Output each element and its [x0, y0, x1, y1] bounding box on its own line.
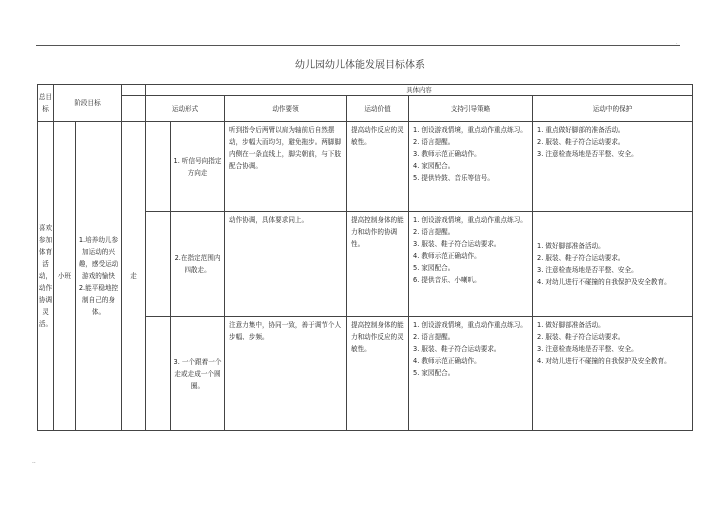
header-protection: 运动中的保护	[533, 96, 693, 122]
protection-cell	[533, 122, 693, 212]
list-item: 6. 提供音乐、小喇叭。	[413, 276, 481, 284]
list-item: 1. 创设游戏情境，重点动作重点练习。	[413, 321, 527, 329]
list-item: 4. 教师示范正确动作。	[413, 357, 481, 365]
protection-list	[537, 319, 688, 367]
header-strategy: 支持引导策略	[409, 96, 533, 122]
list-item: 1. 创设游戏情境，重点动作重点练习。	[413, 126, 527, 134]
header-empty	[122, 85, 146, 96]
header-rule	[36, 45, 680, 46]
page-title: 幼儿园幼儿体能发展目标体系	[295, 60, 425, 71]
header-total-goal: 总目标	[38, 85, 54, 122]
list-item: 3. 注意检查场地是否平整、安全。	[537, 150, 638, 158]
form-category-cell: 走	[122, 122, 146, 431]
protection-cell	[533, 317, 693, 431]
list-item: 3. 服装、鞋子符合运动要求。	[413, 240, 501, 248]
protection-cell	[533, 212, 693, 317]
form-cell: 1. 听信号向指定方向走	[171, 122, 225, 212]
header-form: 运动形式	[146, 96, 225, 122]
list-item: 4. 家园配合。	[413, 162, 455, 170]
header-stage-goal: 阶段目标	[54, 85, 122, 122]
strategy-list	[413, 319, 528, 379]
value-cell: 提高控制身体的能力和动作反应的灵敏性。	[347, 317, 409, 431]
strategy-list	[413, 214, 528, 286]
total-goal-cell: 喜欢参加体育活动，动作协调灵活。	[38, 122, 54, 431]
form-cell: 3. 一个跟着一个走或走成一个圆圈。	[171, 317, 225, 431]
list-item: 1. 创设游戏情境，重点动作重点练习。	[413, 216, 527, 224]
list-item: 3. 注意检查场地是否平整、安全。	[537, 345, 638, 353]
essentials-cell: 注意力集中，协同一致，善于调节个人步幅、步频。	[225, 317, 347, 431]
stage-goal-cell: 1.培养幼儿参加运动的兴趣，感受运动游戏的愉快 2.能平稳地控制自己的身体。	[76, 122, 122, 431]
list-item: 5. 家园配合。	[413, 369, 455, 377]
list-item: 5. 提供铃鼓、音乐等信号。	[413, 174, 494, 182]
header-value: 运动价值	[347, 96, 409, 122]
header-essentials: 动作要领	[225, 96, 347, 122]
list-item: 2. 语言提醒。	[413, 333, 455, 341]
list-item: 1. 做好脚部准备活动。	[537, 242, 605, 250]
spacer-cell	[146, 212, 171, 317]
strategy-cell	[409, 212, 533, 317]
list-item: 3. 教师示范正确动作。	[413, 150, 481, 158]
list-item: 2. 语言提醒。	[413, 138, 455, 146]
strategy-cell	[409, 122, 533, 212]
value-cell: 提高动作反应的灵敏性。	[347, 122, 409, 212]
page-mark: .	[676, 40, 678, 46]
protection-list	[537, 240, 688, 288]
list-item: 2. 语言提醒。	[413, 228, 455, 236]
protection-list	[537, 124, 688, 160]
list-item: 2. 服装、鞋子符合运动要求。	[537, 254, 625, 262]
class-cell: 小班	[54, 122, 76, 431]
list-item: 3. 注意检查场地是否平整、安全。	[537, 266, 638, 274]
list-item: 4. 对幼儿进行不碰撞的自我保护及安全教育。	[537, 357, 671, 365]
list-item: 5. 家园配合。	[413, 264, 455, 272]
list-item: 2. 服装、鞋子符合运动要求。	[537, 138, 625, 146]
essentials-cell: 动作协调，具体要求同上。	[225, 212, 347, 317]
list-item: 1. 做好脚部准备活动。	[537, 321, 605, 329]
list-item: 3. 服装、鞋子符合运动要求。	[413, 345, 501, 353]
list-item: 4. 教师示范正确动作。	[413, 252, 481, 260]
spacer-cell	[146, 317, 171, 431]
list-item: 4. 对幼儿进行不碰撞的自我保护及安全教育。	[537, 278, 671, 286]
essentials-cell: 听到指令后两臂以肩为轴前后自然摆动，步幅大而均匀，避免拖步。两脚脚内侧在一条直线上，脚尖朝前，与下肢配合协调。	[225, 122, 347, 212]
list-item: 2. 服装、鞋子符合运动要求。	[537, 333, 625, 341]
strategy-cell	[409, 317, 533, 431]
goal-table	[37, 84, 693, 431]
page-mark: ..	[32, 458, 36, 465]
form-cell: 2.在指定范围内四散走。	[171, 212, 225, 317]
strategy-list	[413, 124, 528, 184]
header-empty	[122, 96, 146, 122]
spacer-cell	[146, 122, 171, 212]
list-item: 1. 重点做好脚部的准备活动。	[537, 126, 625, 134]
header-specific: 具体内容	[146, 85, 693, 96]
value-cell: 提高控制身体的能力和动作的协调性。	[347, 212, 409, 317]
